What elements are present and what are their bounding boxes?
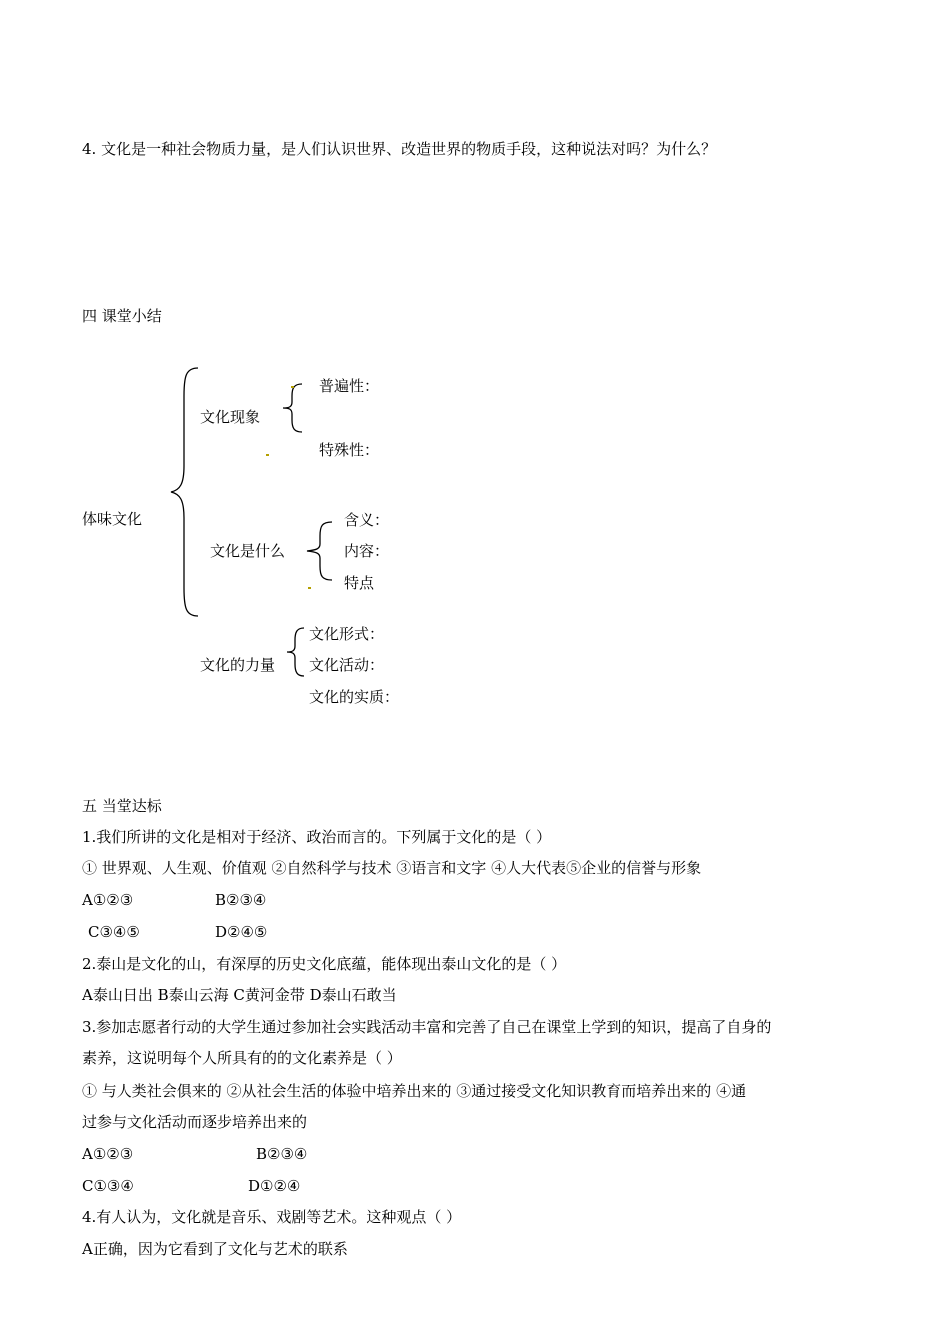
- q2-options: A泰山日出 B泰山云海 C黄河金带 D泰山石敢当: [82, 986, 397, 1004]
- what-label: 文化是什么: [210, 542, 286, 560]
- power-brace: [284, 626, 308, 678]
- what-brace: [304, 520, 336, 582]
- phenomenon-item: 特殊性：: [319, 441, 380, 459]
- power-label: 文化的力量: [200, 656, 276, 674]
- stray-mark: [291, 386, 294, 388]
- what-item: 含义：: [344, 511, 390, 529]
- q4-stem: 4.有人认为，文化就是音乐、戏剧等艺术。这种观点（ ）: [82, 1208, 462, 1226]
- q3-stem-line1: 3.参加志愿者行动的大学生通过参加社会实践活动丰富和完善了自己在课堂上学到的知识，提高了自身的: [82, 1018, 772, 1036]
- what-item: 内容：: [344, 542, 390, 560]
- section-4-heading: 四 课堂小结: [82, 307, 162, 325]
- q3-statements-line1: ① 与人类社会俱来的 ②从社会生活的体验中培养出来的 ③通过接受文化知识教育而培养出来的 ④通: [82, 1082, 747, 1100]
- q3-option-b: B②③④: [256, 1145, 308, 1163]
- section-5-heading: 五 当堂达标: [82, 797, 162, 815]
- stray-mark: [308, 587, 311, 589]
- power-item: 文化形式：: [309, 625, 385, 643]
- phenomenon-label: 文化现象: [200, 408, 261, 426]
- q1-stem: 1.我们所讲的文化是相对于经济、政治而言的。下列属于文化的是（ ）: [82, 828, 552, 846]
- q3-stem-line2: 素养，这说明每个人所具有的的文化素养是（ ）: [82, 1049, 402, 1067]
- mindmap-root: 体味文化: [82, 510, 143, 528]
- q1-statements: ① 世界观、人生观、价值观 ②自然科学与技术 ③语言和文字 ④人大代表⑤企业的信誉与形象: [82, 859, 702, 877]
- question-4: 4. 文化是一种社会物质力量，是人们认识世界、改造世界的物质手段，这种说法对吗？为什么？: [82, 140, 717, 158]
- q1-option-d: D②④⑤: [215, 923, 268, 941]
- q1-option-c: C③④⑤: [88, 923, 140, 941]
- phenomenon-item: 普遍性：: [319, 377, 380, 395]
- q3-option-d: D①②④: [248, 1177, 301, 1195]
- q1-option-b: B②③④: [215, 891, 267, 909]
- phenomenon-brace: [280, 382, 306, 434]
- big-brace: [168, 366, 202, 620]
- q1-option-a: A①②③: [82, 891, 134, 909]
- q3-option-c: C①③④: [82, 1177, 134, 1195]
- q3-statements-line2: 过参与文化活动而逐步培养出来的: [82, 1113, 308, 1131]
- stray-mark: [266, 454, 269, 456]
- power-item: 文化的实质：: [309, 688, 400, 706]
- power-item: 文化活动：: [309, 656, 385, 674]
- q3-option-a: A①②③: [82, 1145, 134, 1163]
- q2-stem: 2.泰山是文化的山，有深厚的历史文化底蕴，能体现出泰山文化的是（ ）: [82, 955, 567, 973]
- q4-option-a: A正确，因为它看到了文化与艺术的联系: [82, 1240, 348, 1258]
- what-item: 特点: [344, 574, 375, 592]
